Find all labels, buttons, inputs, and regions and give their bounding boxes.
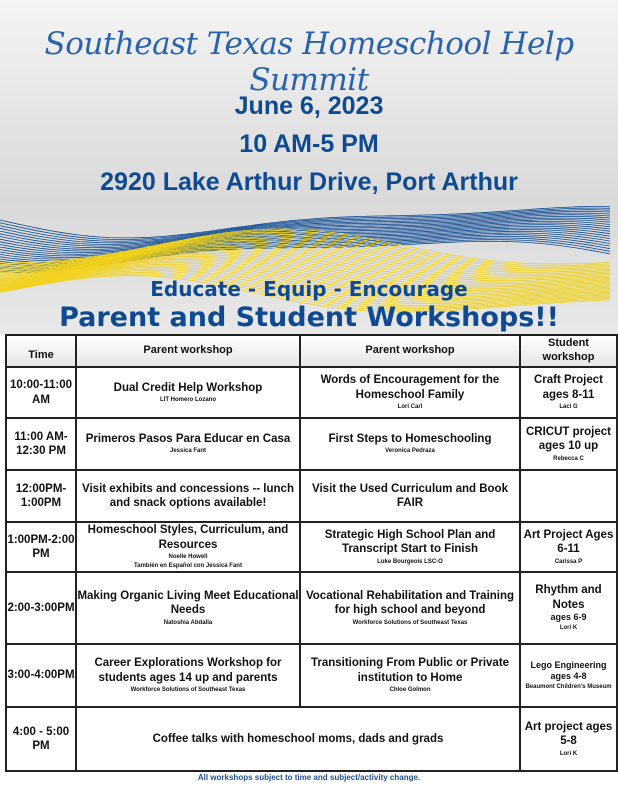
- time-cell: 11:00 AM-12:30 PM: [6, 418, 76, 470]
- event-time: 10 AM-5 PM: [239, 130, 379, 158]
- time-cell: 10:00-11:00 AM: [6, 367, 76, 418]
- student-workshop: [520, 367, 617, 418]
- parent-workshop-2: [300, 418, 520, 470]
- time-cell: 3:00-4:00PM: [6, 644, 76, 707]
- parent-workshop-2: [300, 572, 520, 644]
- time-cell: 2:00-3:00PM: [6, 572, 76, 644]
- table-row: [6, 418, 617, 470]
- workshop-title: Art Project Ages 6-11: [523, 528, 614, 556]
- student-workshop: [520, 572, 617, 644]
- time-cell: 4:00 - 5:00 PM: [6, 707, 76, 771]
- workshop-title: Words of Encouragement for the Homeschool Family: [320, 374, 500, 401]
- workshop-title: Visit the Used Curriculum and Book FAIR: [312, 482, 508, 509]
- merged-workshop: Coffee talks with homeschool moms, dads and grads: [76, 707, 520, 771]
- footer-note: All workshops subject to time and subject/activity change.: [197, 773, 421, 782]
- student-workshop: [520, 707, 617, 771]
- event-title: Southeast Texas Homeschool Help Summit: [44, 26, 574, 98]
- parent-workshop-2: [300, 644, 520, 707]
- presenter: Laci G: [559, 404, 578, 411]
- workshop-title: First Steps to Homeschooling: [328, 433, 492, 446]
- workshop-title: Primeros Pasos Para Educar en Casa: [85, 433, 291, 446]
- table-header-row: [6, 335, 617, 367]
- workshop-title: CRICUT project ages 10 up: [526, 425, 611, 453]
- presenter: Beaumont Children's Museum: [525, 684, 612, 690]
- workshop-title: Strategic High School Plan and Transcript Start to Finish: [324, 528, 496, 556]
- workshop-title: Making Organic Living Meet Educational Needs: [77, 589, 299, 617]
- student-workshop: [520, 522, 617, 572]
- time-cell: 12:00PM-1:00PM: [6, 470, 76, 522]
- workshop-title: ages 6-9: [550, 612, 587, 622]
- header-parent-2: Parent workshop: [300, 335, 520, 367]
- workshop-title: Craft Project ages 8-11: [533, 374, 604, 401]
- workshop-title: Homeschool Styles, Curriculum, and Resources: [87, 524, 289, 551]
- presenter: Noelle Howell: [168, 553, 208, 560]
- presenter: Workforce Solutions of Southeast Texas: [130, 687, 246, 694]
- workshop-title: Dual Credit Help Workshop: [113, 381, 263, 394]
- workshop-title: Visit exhibits and concessions -- lunch and snack options available!: [82, 482, 294, 509]
- student-workshop: [520, 644, 617, 707]
- schedule-table: [5, 334, 618, 772]
- presenter: Lori K: [559, 750, 578, 757]
- presenter: También en Español con Jessica Fant: [134, 563, 242, 570]
- presenter: Workforce Solutions of Southeast Texas: [352, 619, 468, 626]
- parent-workshop-2: [300, 522, 520, 572]
- header-student: Student workshop: [520, 335, 617, 367]
- presenter: Lori K: [559, 625, 578, 632]
- workshop-title: Art project ages 5-8: [524, 720, 613, 748]
- presenter: Chloe Golmon: [389, 687, 431, 694]
- table-row: [6, 470, 617, 522]
- workshop-title: Transitioning From Public or Private institution to Home: [310, 657, 510, 684]
- table-row: [6, 367, 617, 418]
- header-time: Time: [6, 335, 76, 367]
- presenter: Carissa P: [554, 558, 583, 565]
- parent-workshop-1: [76, 367, 300, 418]
- table-row: [6, 572, 617, 644]
- parent-workshop-1: [76, 418, 300, 470]
- presenter: Luke Bourgeois LSC-O: [377, 558, 443, 565]
- parent-workshop-1: [76, 572, 300, 644]
- presenter: Lori Carl: [397, 404, 423, 411]
- workshops-heading: Parent and Student Workshops!!: [59, 302, 559, 333]
- presenter: LIT Homero Lozano: [160, 396, 216, 403]
- workshop-title: Vocational Rehabilitation and Training for high school and beyond: [305, 589, 515, 617]
- student-workshop: [520, 470, 617, 522]
- tagline: Educate - Equip - Encourage: [150, 277, 468, 301]
- workshop-title: ages 4-8: [550, 670, 587, 681]
- workshop-title: Lego Engineering: [530, 659, 607, 670]
- student-workshop: [520, 418, 617, 470]
- parent-workshop-1: [76, 470, 300, 522]
- presenter: Jessica Fant: [169, 448, 207, 455]
- event-date: June 6, 2023: [234, 92, 384, 120]
- time-cell: 1:00PM-2:00 PM: [6, 522, 76, 572]
- table-row: [6, 644, 617, 707]
- parent-workshop-1: [76, 522, 300, 572]
- presenter: Natoshia Abdalla: [163, 619, 213, 626]
- header-parent-1: Parent workshop: [76, 335, 300, 367]
- parent-workshop-2: [300, 367, 520, 418]
- presenter: Rebecca C: [553, 455, 584, 462]
- table-row: [6, 522, 617, 572]
- parent-workshop-2: [300, 470, 520, 522]
- flyer-header: [0, 0, 618, 334]
- workshop-title: Career Explorations Workshop for students ages 14 up and parents: [94, 657, 282, 684]
- presenter: Veronica Pedraza: [385, 448, 435, 455]
- table-row: [6, 707, 617, 771]
- workshop-title: Rhythm and Notes: [535, 584, 602, 611]
- event-address: 2920 Lake Arthur Drive, Port Arthur: [100, 168, 518, 196]
- parent-workshop-1: [76, 644, 300, 707]
